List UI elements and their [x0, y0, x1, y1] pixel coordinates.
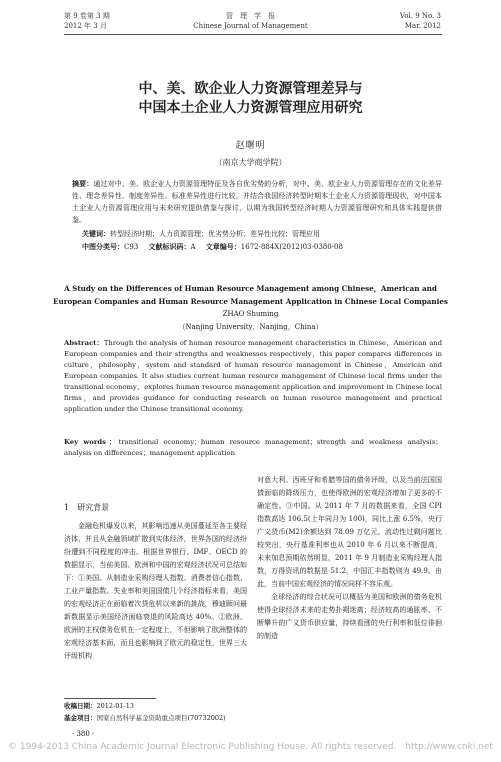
keywords-en-text: transitional economy；human resource management；strength and weakness analysis；analysis on differences；management application — [64, 438, 442, 457]
author-en: ZHAO Shuming — [222, 310, 279, 318]
received-date: 2012-01-13 — [96, 702, 134, 710]
title-cn-line2: 中国本土企业人力资源管理应用研究 — [138, 100, 363, 116]
article-no-value: 1672-884X(2012)03-0380-08 — [240, 243, 343, 251]
keywords-cn-label: 关键词： — [82, 229, 110, 238]
journal-date-cn: 2012 年 3 月 — [64, 22, 107, 30]
keywords-cn — [82, 228, 442, 240]
title-cn — [0, 80, 501, 118]
title-en-line2: European Companies and Human Resource Management Application in Chinese Local Companies — [53, 297, 448, 306]
abstract-en-label: Abstract： — [64, 339, 104, 347]
page-number: · 380 · — [72, 730, 95, 738]
article-no-label: 文章编号： — [205, 242, 241, 251]
classification-cn — [82, 241, 442, 253]
section1-paragraph-right-1: 对意大利、西班牙和希腊等国的债务评级，以及当前法国国债面临的降级压力，也使得欧洲的宏观经济增加了更多的不确定性。③中国。从 2011 年 7 月的数据来看，全国 CPI 指数高达 106.5(上年同月为 100)，同比上涨 6.5%，央行广义货币(M2)余额达到 78.09 万亿元，流动性过剩问题比较突出，央行基准利率也从 2010 年 6 月以来不断提高，未来加息预期依然明显，2011 年 9 月制造业采购经理人指数，万得资讯的数据是 51.2，中国汇丰指数则为 49.9。由此，当前中国宏观经济的情况同样不容乐观。 — [257, 476, 442, 588]
abstract-en — [64, 338, 442, 415]
abstract-cn-text: 通过对中、美、欧企业人力资源管理特征及各自优劣势的分析，对中、美、欧企业人力资源管理存在的文化差异性、理念差异性、制度差异性、标准差异性进行比较，并结合我国经济转型时期本土企业人力资源管理现状，对中国本土企业人力资源管理应用与未来研究提供借鉴与探讨，以期为我国转型经济时期人力资源管理研究和具体实践提供借鉴。 — [72, 180, 443, 224]
footnote-fund — [64, 713, 226, 724]
journal-volume-en: Vol. 9 No. 3 — [399, 12, 441, 20]
section1-right-column — [257, 474, 442, 643]
clc-label: 中图分类号： — [82, 242, 124, 251]
doc-code-value: A — [190, 243, 196, 251]
clc-value: C93 — [124, 243, 139, 251]
fund-text: 国家自然科学基金资助重点项目(70732002) — [96, 714, 226, 722]
journal-name-cn: 管 理 学 报 — [226, 12, 275, 20]
footnote-rule — [64, 698, 156, 699]
keywords-en — [64, 437, 442, 459]
footnote-received — [64, 701, 134, 712]
journal-date-en: Mar. 2012 — [404, 22, 441, 30]
journal-issue-en — [400, 11, 441, 31]
keywords-cn-text: 转型经济时期；人力资源管理；优劣势分析；差异性比较；管理应用 — [110, 230, 320, 238]
section-heading: 1 研究背景 — [64, 503, 110, 512]
affiliation-en: （Nanjing University，Nanjing，China） — [178, 323, 323, 331]
doc-code-label: 文献标识码： — [148, 242, 191, 251]
keywords-en-label: Key words： — [64, 438, 119, 446]
author-cn: 赵曙明 — [235, 141, 266, 151]
received-label: 收稿日期： — [64, 702, 97, 710]
header-rule — [64, 34, 442, 35]
fund-label: 基金项目： — [64, 714, 97, 722]
abstract-cn — [72, 178, 442, 226]
section1-paragraph-left: 金融危机爆发以来，其影响迅速从美国蔓延至各主要经济体，并且从金融领域扩散到实体经济，世界各国的经济纷纷遭到不同程度的冲击。根据世界银行、IMF、OECD 的数据显示，当前美国、欧洲和中国的宏观经济状况可总结如下：①美国。从制造业采购经理人指数、消费者信心指数、工业产量指数、失业率和美国国债几个经济指标来看，美国的宏观经济正在面临着次贷危机以来新的挑战，穆迪顾问最新数据显示美国经济面临衰退的风险高达 40%。②欧洲。欧洲的主权债务危机在一定程度上，不但影响了欧洲整体的宏观经济基本面，而且也影响到了欧元的稳定性，世界三大评级机构 — [64, 522, 247, 660]
abstract-cn-label: 摘要： — [72, 179, 94, 188]
journal-name-en: Chinese Journal of Management — [193, 22, 308, 30]
title-cn-line1: 中、美、欧企业人力资源管理差异与 — [138, 81, 363, 97]
abstract-en-text: Through the analysis of human resource management characteristics in Chinese，American and European companies and their strengths and weaknesses respectively，this paper compares differences in culture，philosophy，system and standard of human resource management in Chinese，American and European companies. It also studies current human resource management of Chinese local firms under the transitional economy，explores human resource management application and improvement in Chinese local firms，and provides guidance for conducting research on human resource management and practical application under the Chinese transitional economy. — [64, 339, 442, 413]
title-en — [0, 282, 501, 308]
section1-left-column — [64, 502, 247, 663]
journal-volume: 第 9 卷第 3 期 — [64, 12, 110, 20]
section1-paragraph-right-2: 全球经济的综合状况可以概括为美国和欧洲的债务危机使得全球经济未来的走势扑朔迷离；经济较高的通胀率、不断攀升的广义货币供应量，持续看涨的央行利率和低位徘徊的制造 — [257, 593, 442, 640]
copyright-watermark: © 1994-2013 China Academic Journal Electronic Publishing House. All rights reserved. http://www.cnki.net — [8, 742, 493, 752]
affiliation-cn: （南京大学商学院） — [214, 158, 287, 167]
title-en-line1: A Study on the Differences of Human Resource Management among Chinese，American and — [64, 284, 437, 293]
